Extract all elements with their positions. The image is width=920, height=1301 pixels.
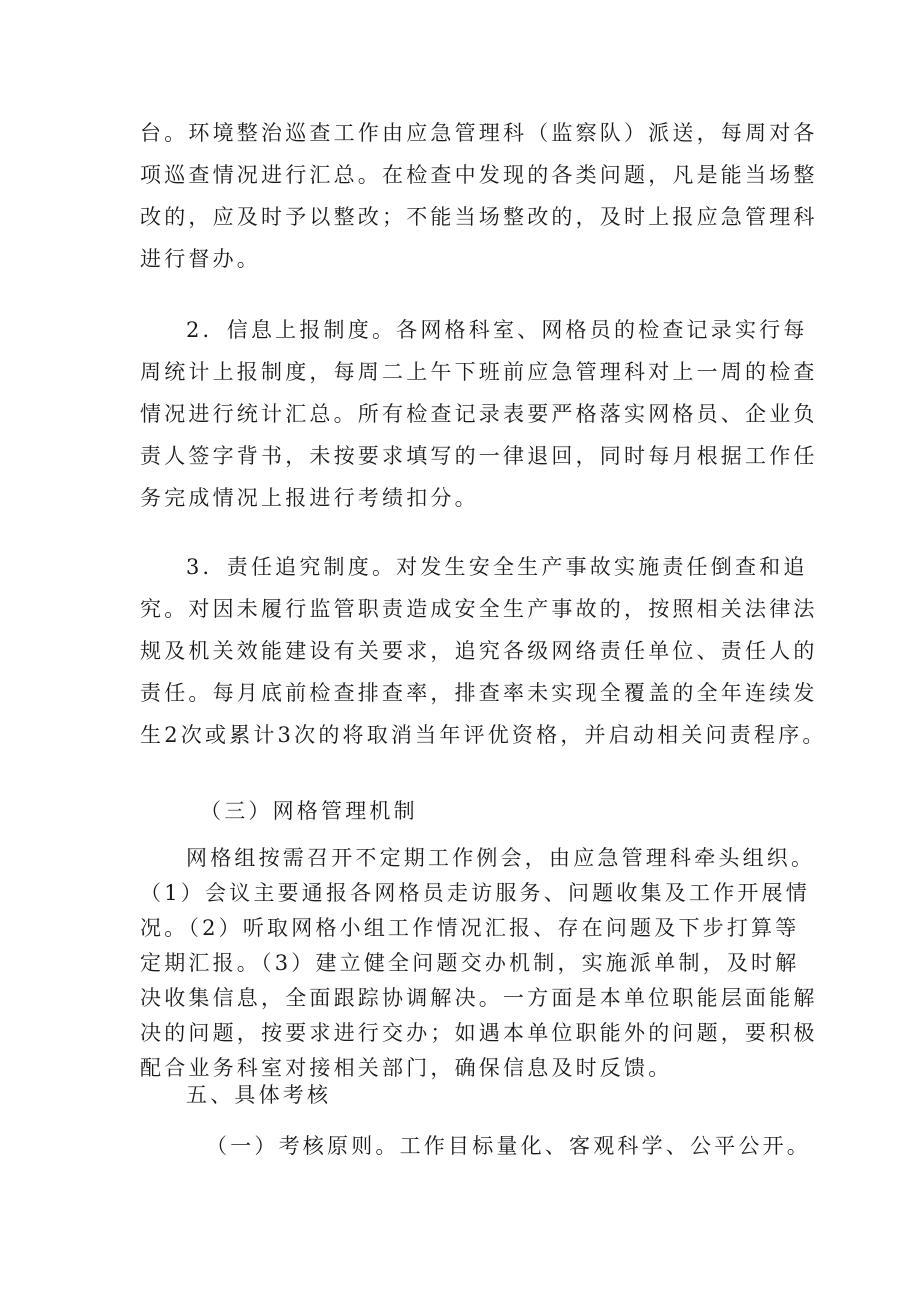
text-line: 周统计上报制度，每周二上午下班前应急管理科对上一周的检查 xyxy=(140,360,818,384)
text-line: 责人签字背书，未按要求填写的一律退回，同时每月根据工作任 xyxy=(140,444,818,468)
text-line: 进行督办。 xyxy=(140,247,261,271)
text-line: 务完成情况上报进行考绩扣分。 xyxy=(140,486,479,510)
paragraph-inspection-summary xyxy=(140,112,818,280)
text-line: 配合业务科室对接相关部门，确保信息及时反馈。 xyxy=(140,1056,673,1080)
text-line: 究。对因未履行监管职责造成安全生产事故的，按照相关法律法 xyxy=(140,597,818,621)
text-line: （1）会议主要通报各网格员走访服务、问题收集及工作开展情 xyxy=(140,881,810,905)
text-line: 网格组按需召开不定期工作例会，由应急管理科牵头组织。 xyxy=(186,846,816,870)
section-heading-grid-mechanism: （三）网格管理机制 xyxy=(200,799,418,823)
text-line: 定期汇报。（3）建立健全问题交办机制，实施派单制，及时解 xyxy=(140,951,800,975)
text-line: 项巡查情况进行汇总。在检查中发现的各类问题，凡是能当场整 xyxy=(140,163,818,187)
section-heading-assessment: 五、具体考核 xyxy=(186,1083,332,1107)
text-line: 情况进行统计汇总。所有检查记录表要严格落实网格员、企业负 xyxy=(140,402,818,426)
text-line: 况。（2）听取网格小组工作情况汇报、存在问题及下步打算等 xyxy=(140,916,800,940)
text-line: 责任。每月底前检查排查率，排查率未实现全覆盖的全年连续发 xyxy=(140,681,818,705)
text-line: 2．信息上报制度。各网格科室、网格员的检查记录实行每 xyxy=(186,318,808,342)
section-heading-assessment-principle: （一）考核原则。工作目标量化、客观科学、公平公开。 xyxy=(206,1134,811,1158)
text-line: 规及机关效能建设有关要求，追究各级网络责任单位、责任人的 xyxy=(140,639,818,663)
paragraph-grid-meetings xyxy=(140,841,818,1086)
text-line: 生2次或累计3次的将取消当年评优资格，并启动相关问责程序。 xyxy=(140,723,827,747)
text-line: 改的，应及时予以整改；不能当场整改的，及时上报应急管理科 xyxy=(140,205,818,229)
text-line: 决收集信息，全面跟踪协调解决。一方面是本单位职能层面能解 xyxy=(140,986,818,1010)
text-line: 3．责任追究制度。对发生安全生产事故实施责任倒查和追 xyxy=(186,555,808,579)
paragraph-accountability xyxy=(140,546,827,756)
paragraph-info-reporting xyxy=(140,309,818,519)
text-line: 决的问题，按要求进行交办；如遇本单位职能外的问题，要积极 xyxy=(140,1021,818,1045)
text-line: 台。环境整治巡查工作由应急管理科（监察队）派送，每周对各 xyxy=(140,121,818,145)
